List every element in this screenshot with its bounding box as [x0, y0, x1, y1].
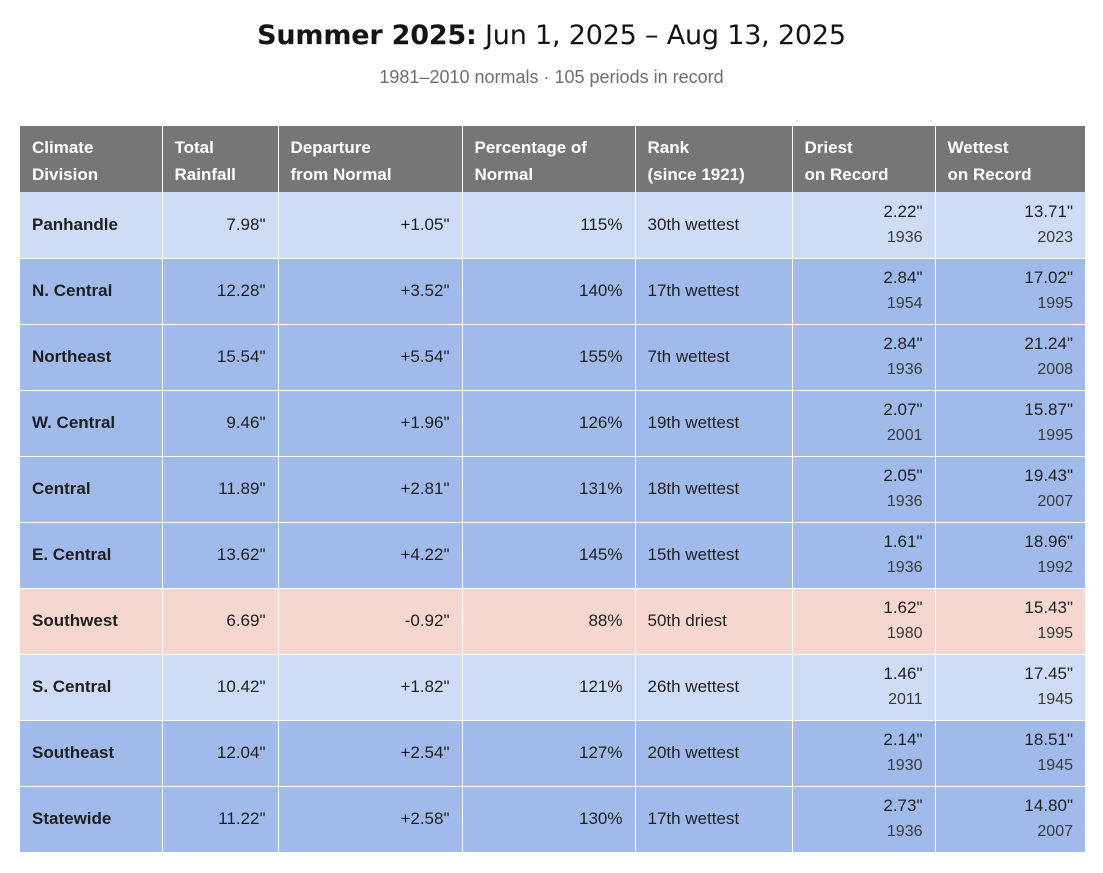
rank-cell: 17th wettest	[635, 258, 792, 324]
page-subtitle: 1981–2010 normals · 105 periods in record	[379, 67, 724, 87]
wettest-record-cell-value: 19.43"	[1024, 466, 1073, 485]
driest-record-cell-value: 2.84"	[883, 268, 923, 287]
rank-cell: 18th wettest	[635, 456, 792, 522]
table-row	[20, 588, 1085, 654]
total-rainfall-cell: 12.28"	[162, 258, 278, 324]
driest-record-cell	[792, 654, 935, 720]
percent-of-normal-cell: 126%	[462, 390, 635, 456]
column-header-percentage-of-normal	[462, 126, 635, 192]
rank-cell: 17th wettest	[635, 786, 792, 852]
division-name: W. Central	[20, 390, 162, 456]
percent-of-normal-cell: 88%	[462, 588, 635, 654]
column-header-line1: Total	[174, 138, 214, 157]
wettest-record-cell-year: 1995	[1037, 427, 1073, 444]
page-title-season: Summer 2025:	[257, 20, 477, 51]
departure-cell: +1.05"	[278, 192, 462, 258]
division-name: Central	[20, 456, 162, 522]
driest-record-cell-year: 1936	[886, 361, 923, 378]
wettest-record-cell	[935, 456, 1085, 522]
wettest-record-cell-year: 1992	[1037, 559, 1073, 576]
driest-record-cell-value: 2.14"	[883, 730, 923, 749]
driest-record-cell-year: 1954	[886, 295, 923, 312]
driest-record-cell-value: 2.73"	[883, 796, 923, 815]
driest-record-cell	[792, 192, 935, 258]
division-name: Southeast	[20, 720, 162, 786]
wettest-record-cell-value: 17.02"	[1024, 268, 1073, 287]
column-header-line1: Wettest	[947, 138, 1009, 157]
percent-of-normal-cell: 131%	[462, 456, 635, 522]
total-rainfall-cell: 15.54"	[162, 324, 278, 390]
total-rainfall-cell: 9.46"	[162, 390, 278, 456]
column-header-line1: Climate	[32, 138, 94, 157]
rank-cell: 15th wettest	[635, 522, 792, 588]
departure-cell: +2.54"	[278, 720, 462, 786]
column-header-line1: Percentage of	[474, 138, 587, 157]
percent-of-normal-cell: 130%	[462, 786, 635, 852]
column-header-line2: on Record	[947, 165, 1032, 184]
wettest-record-cell-year: 1995	[1037, 625, 1073, 642]
division-name: E. Central	[20, 522, 162, 588]
table-row	[20, 390, 1085, 456]
driest-record-cell	[792, 720, 935, 786]
driest-record-cell-year: 2001	[886, 427, 923, 444]
column-header-departure-from-normal	[278, 126, 462, 192]
wettest-record-cell-year: 1945	[1037, 757, 1073, 774]
departure-cell: +2.81"	[278, 456, 462, 522]
column-header-wettest-on-record	[935, 126, 1085, 192]
table-row	[20, 720, 1085, 786]
total-rainfall-cell: 11.22"	[162, 786, 278, 852]
total-rainfall-cell: 11.89"	[162, 456, 278, 522]
driest-record-cell-value: 1.46"	[883, 664, 923, 683]
driest-record-cell	[792, 456, 935, 522]
driest-record-cell-value: 1.61"	[883, 532, 923, 551]
percent-of-normal-cell: 115%	[462, 192, 635, 258]
wettest-record-cell-value: 18.96"	[1024, 532, 1073, 551]
percent-of-normal-cell: 121%	[462, 654, 635, 720]
wettest-record-cell	[935, 654, 1085, 720]
wettest-record-cell-year: 2007	[1037, 823, 1073, 840]
rank-cell: 19th wettest	[635, 390, 792, 456]
wettest-record-cell-year: 1945	[1037, 691, 1073, 708]
wettest-record-cell-value: 14.80"	[1024, 796, 1073, 815]
driest-record-cell-value: 2.07"	[883, 400, 923, 419]
wettest-record-cell	[935, 588, 1085, 654]
driest-record-cell-value: 2.84"	[883, 334, 923, 353]
wettest-record-cell	[935, 720, 1085, 786]
column-header-line2: from Normal	[290, 165, 392, 184]
table-body	[20, 192, 1085, 852]
column-header-line2: on Record	[804, 165, 889, 184]
division-name: S. Central	[20, 654, 162, 720]
rank-cell: 26th wettest	[635, 654, 792, 720]
page-title-dates: Jun 1, 2025 – Aug 13, 2025	[485, 20, 846, 51]
wettest-record-cell-year: 1995	[1037, 295, 1073, 312]
percent-of-normal-cell: 155%	[462, 324, 635, 390]
wettest-record-cell-year: 2007	[1037, 493, 1073, 510]
driest-record-cell	[792, 786, 935, 852]
departure-cell: +2.58"	[278, 786, 462, 852]
driest-record-cell-value: 1.62"	[883, 598, 923, 617]
driest-record-cell-value: 2.05"	[883, 466, 923, 485]
rank-cell: 20th wettest	[635, 720, 792, 786]
percent-of-normal-cell: 140%	[462, 258, 635, 324]
driest-record-cell	[792, 390, 935, 456]
rank-cell: 50th driest	[635, 588, 792, 654]
total-rainfall-cell: 7.98"	[162, 192, 278, 258]
column-header-rank	[635, 126, 792, 192]
table-row	[20, 456, 1085, 522]
driest-record-cell-year: 1936	[886, 823, 923, 840]
wettest-record-cell-value: 17.45"	[1024, 664, 1073, 683]
column-header-driest-on-record	[792, 126, 935, 192]
column-header-line2: (since 1921)	[647, 165, 745, 184]
page-title	[0, 16, 1103, 56]
wettest-record-cell-value: 18.51"	[1024, 730, 1073, 749]
rank-cell: 7th wettest	[635, 324, 792, 390]
table-row	[20, 324, 1085, 390]
rank-cell: 30th wettest	[635, 192, 792, 258]
driest-record-cell	[792, 324, 935, 390]
departure-cell: -0.92"	[278, 588, 462, 654]
driest-record-cell	[792, 522, 935, 588]
driest-record-cell-year: 1936	[886, 228, 923, 246]
driest-record-cell	[792, 258, 935, 324]
departure-cell: +5.54"	[278, 324, 462, 390]
column-header-line1: Departure	[290, 138, 371, 157]
wettest-record-cell	[935, 192, 1085, 258]
table-header	[20, 126, 1085, 192]
wettest-record-cell	[935, 786, 1085, 852]
wettest-record-cell-year: 2023	[1037, 228, 1073, 246]
wettest-record-cell	[935, 258, 1085, 324]
table-row	[20, 258, 1085, 324]
column-header-line1: Driest	[804, 138, 853, 157]
driest-record-cell-year: 1936	[886, 493, 923, 510]
departure-cell: +1.96"	[278, 390, 462, 456]
percent-of-normal-cell: 127%	[462, 720, 635, 786]
total-rainfall-cell: 12.04"	[162, 720, 278, 786]
wettest-record-cell	[935, 324, 1085, 390]
table-row	[20, 522, 1085, 588]
driest-record-cell-year: 1980	[886, 625, 923, 642]
table-header-row	[20, 126, 1085, 192]
column-header-line1: Rank	[647, 138, 690, 157]
table-row	[20, 192, 1085, 258]
table-row	[20, 786, 1085, 852]
departure-cell: +3.52"	[278, 258, 462, 324]
driest-record-cell-year: 2011	[888, 691, 923, 708]
driest-record-cell-value: 2.22"	[883, 201, 923, 221]
wettest-record-cell	[935, 390, 1085, 456]
departure-cell: +4.22"	[278, 522, 462, 588]
column-header-line2: Normal	[474, 165, 534, 184]
column-header-climate-division	[20, 126, 162, 192]
column-header-line2: Division	[32, 165, 99, 184]
total-rainfall-cell: 13.62"	[162, 522, 278, 588]
rainfall-table	[20, 126, 1085, 853]
driest-record-cell-year: 1930	[886, 757, 923, 774]
driest-record-cell-year: 1936	[886, 559, 923, 576]
column-header-total-rainfall	[162, 126, 278, 192]
driest-record-cell	[792, 588, 935, 654]
departure-cell: +1.82"	[278, 654, 462, 720]
division-name: Northeast	[20, 324, 162, 390]
wettest-record-cell-value: 21.24"	[1024, 334, 1073, 353]
wettest-record-cell-value: 13.71"	[1024, 201, 1073, 221]
total-rainfall-cell: 10.42"	[162, 654, 278, 720]
division-name: Southwest	[20, 588, 162, 654]
wettest-record-cell-year: 2008	[1037, 361, 1073, 378]
percent-of-normal-cell: 145%	[462, 522, 635, 588]
wettest-record-cell-value: 15.43"	[1024, 598, 1073, 617]
wettest-record-cell-value: 15.87"	[1024, 400, 1073, 419]
wettest-record-cell	[935, 522, 1085, 588]
division-name: Statewide	[20, 786, 162, 852]
division-name: N. Central	[20, 258, 162, 324]
division-name: Panhandle	[20, 192, 162, 258]
total-rainfall-cell: 6.69"	[162, 588, 278, 654]
table-row	[20, 654, 1085, 720]
column-header-line2: Rainfall	[174, 165, 236, 184]
